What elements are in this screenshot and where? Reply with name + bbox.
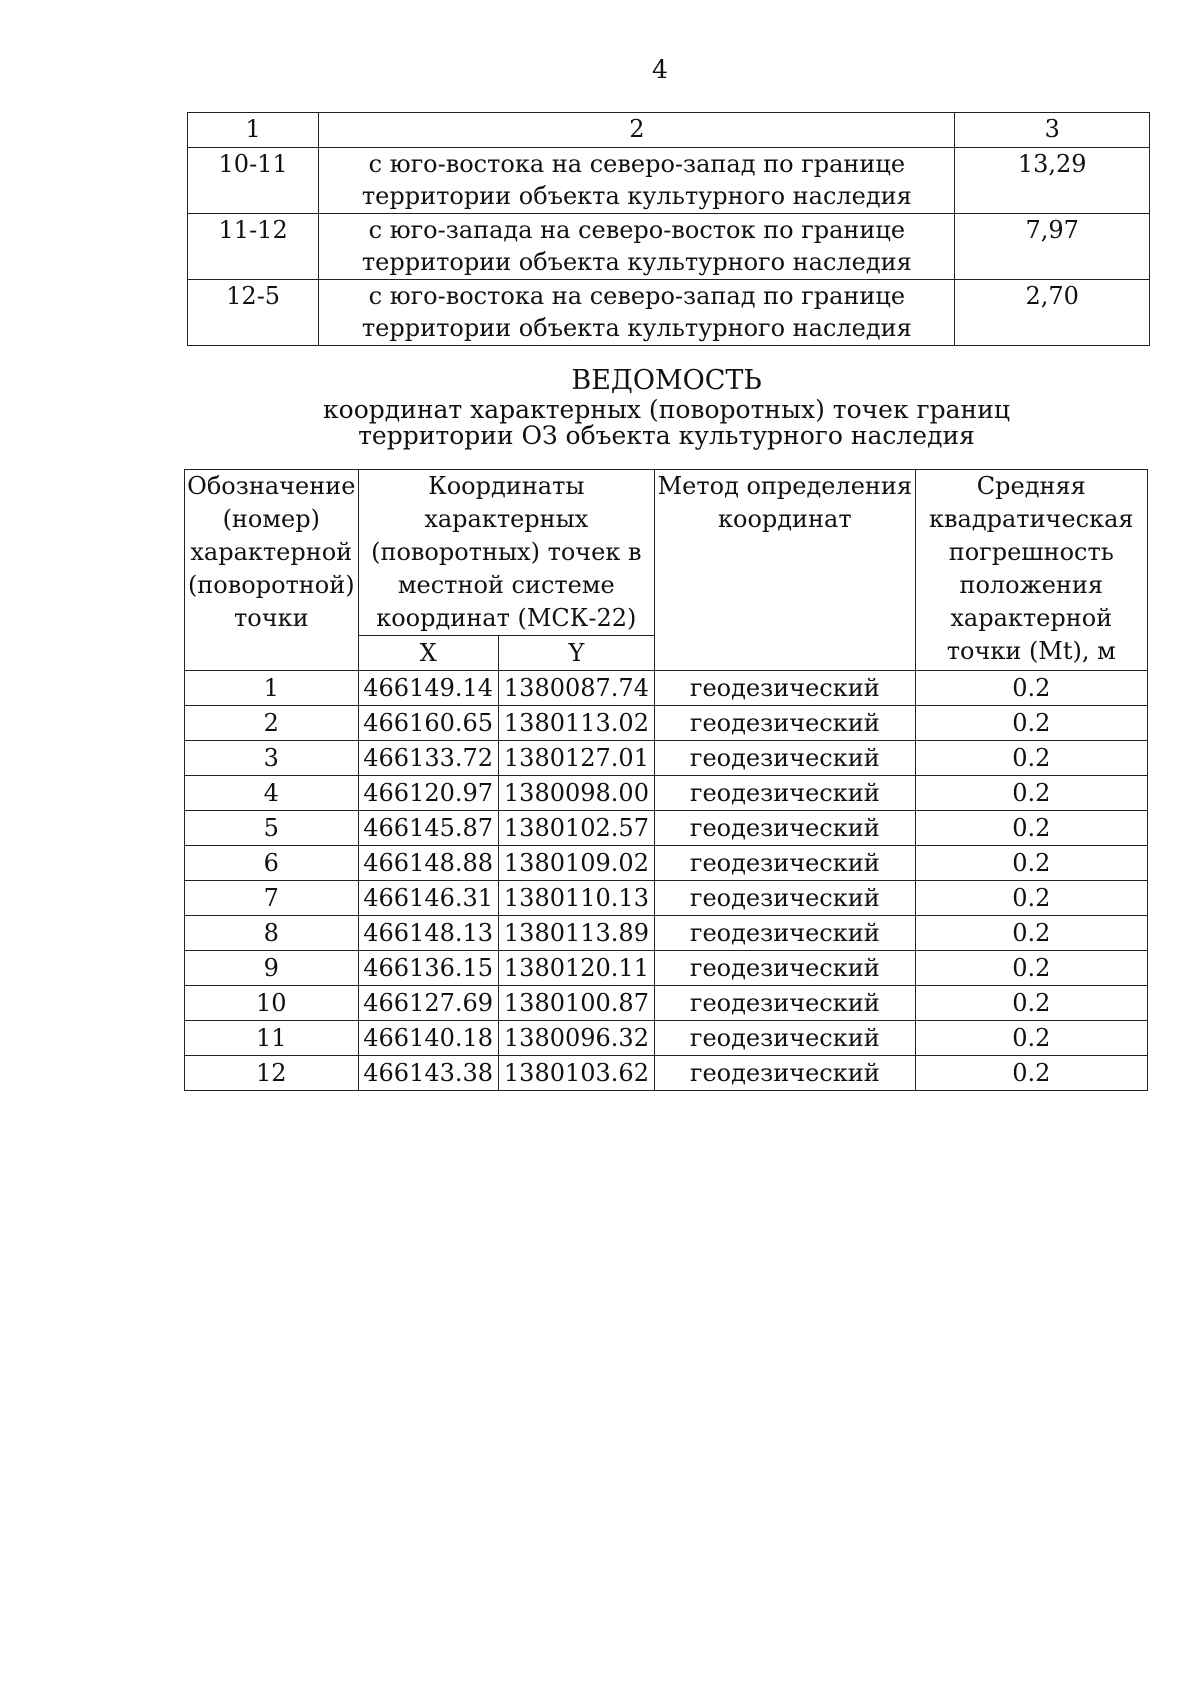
coordinates-row <box>185 741 1148 776</box>
header-line: (поворотных) точек в <box>371 538 642 566</box>
segment-length: 2,70 <box>955 280 1150 346</box>
segment-points: 12-5 <box>188 280 319 346</box>
method-value: геодезический <box>655 811 915 846</box>
statement-subtitle-line: территории ОЗ объекта культурного наследия <box>358 421 975 450</box>
coord-y: 1380103.62 <box>498 1056 654 1091</box>
method-value: геодезический <box>655 776 915 811</box>
point-number: 9 <box>185 951 359 986</box>
segments-table <box>187 112 1150 346</box>
method-value: геодезический <box>655 671 915 706</box>
point-number: 4 <box>185 776 359 811</box>
header-method <box>655 470 915 671</box>
coord-y: 1380100.87 <box>498 986 654 1021</box>
error-value: 0.2 <box>915 706 1147 741</box>
coord-y: 1380102.57 <box>498 811 654 846</box>
method-value: геодезический <box>655 741 915 776</box>
header-y: Y <box>498 636 654 671</box>
segment-description-line: с юго-востока на северо-запад по границе <box>368 150 906 178</box>
header-line: характерных <box>424 505 589 533</box>
coord-y: 1380113.89 <box>498 916 654 951</box>
header-line: координат <box>718 505 852 533</box>
coord-x: 466140.18 <box>358 1021 498 1056</box>
segments-header-cell: 3 <box>955 113 1150 148</box>
coord-x: 466145.87 <box>358 811 498 846</box>
statement-subtitle-line: координат характерных (поворотных) точек границ <box>323 395 1010 424</box>
error-value: 0.2 <box>915 776 1147 811</box>
header-line: Средняя <box>976 472 1086 500</box>
header-line: Координаты <box>428 472 585 500</box>
coordinates-row <box>185 881 1148 916</box>
coord-y: 1380098.00 <box>498 776 654 811</box>
segments-row <box>188 148 1150 214</box>
header-coordinates <box>358 470 655 636</box>
coord-y: 1380120.11 <box>498 951 654 986</box>
error-value: 0.2 <box>915 1021 1147 1056</box>
coordinates-header-row <box>185 470 1148 636</box>
statement-title: ВЕДОМОСТЬ <box>571 365 762 396</box>
coordinates-row <box>185 811 1148 846</box>
coordinates-row <box>185 1056 1148 1091</box>
segment-description-line: территории объекта культурного наследия <box>361 182 912 210</box>
segment-points: 10-11 <box>188 148 319 214</box>
point-number: 2 <box>185 706 359 741</box>
coordinates-table <box>184 469 1148 1091</box>
coordinates-row <box>185 951 1148 986</box>
coord-x: 466120.97 <box>358 776 498 811</box>
segments-row <box>188 280 1150 346</box>
point-number: 10 <box>185 986 359 1021</box>
method-value: геодезический <box>655 881 915 916</box>
coord-y: 1380127.01 <box>498 741 654 776</box>
coordinates-row <box>185 1021 1148 1056</box>
coord-y: 1380110.13 <box>498 881 654 916</box>
point-number: 7 <box>185 881 359 916</box>
segment-description <box>319 280 955 346</box>
point-number: 6 <box>185 846 359 881</box>
segment-description <box>319 214 955 280</box>
method-value: геодезический <box>655 986 915 1021</box>
coord-y: 1380113.02 <box>498 706 654 741</box>
header-line: погрешность <box>948 538 1114 566</box>
header-line: характерной <box>190 538 353 566</box>
coord-x: 466160.65 <box>358 706 498 741</box>
coordinates-row <box>185 776 1148 811</box>
coordinates-row <box>185 706 1148 741</box>
error-value: 0.2 <box>915 916 1147 951</box>
page-number: 4 <box>652 55 668 84</box>
method-value: геодезический <box>655 951 915 986</box>
segments-header-row <box>188 113 1150 148</box>
point-number: 3 <box>185 741 359 776</box>
coord-x: 466148.13 <box>358 916 498 951</box>
header-x: X <box>358 636 498 671</box>
coord-x: 466146.31 <box>358 881 498 916</box>
header-line: Обозначение <box>187 472 356 500</box>
coordinates-row <box>185 846 1148 881</box>
segment-description <box>319 148 955 214</box>
error-value: 0.2 <box>915 846 1147 881</box>
point-number: 12 <box>185 1056 359 1091</box>
segment-description-line: территории объекта культурного наследия <box>361 314 912 342</box>
segments-row <box>188 214 1150 280</box>
coord-x: 466136.15 <box>358 951 498 986</box>
header-line: местной системе <box>397 571 615 599</box>
coordinates-row <box>185 986 1148 1021</box>
point-number: 8 <box>185 916 359 951</box>
header-line: квадратическая <box>929 505 1134 533</box>
coord-y: 1380087.74 <box>498 671 654 706</box>
coord-y: 1380096.32 <box>498 1021 654 1056</box>
header-line: (номер) <box>222 505 320 533</box>
header-designation <box>185 470 359 671</box>
coord-x: 466148.88 <box>358 846 498 881</box>
header-error <box>915 470 1147 671</box>
method-value: геодезический <box>655 1056 915 1091</box>
point-number: 11 <box>185 1021 359 1056</box>
method-value: геодезический <box>655 846 915 881</box>
error-value: 0.2 <box>915 986 1147 1021</box>
segment-length: 13,29 <box>955 148 1150 214</box>
method-value: геодезический <box>655 1021 915 1056</box>
segment-description-line: с юго-востока на северо-запад по границе <box>368 282 906 310</box>
header-line: Метод определения <box>657 472 913 500</box>
error-value: 0.2 <box>915 1056 1147 1091</box>
coord-x: 466149.14 <box>358 671 498 706</box>
coord-x: 466133.72 <box>358 741 498 776</box>
error-value: 0.2 <box>915 741 1147 776</box>
coord-x: 466143.38 <box>358 1056 498 1091</box>
header-line: (поворотной) <box>187 571 355 599</box>
header-line: положения <box>959 571 1104 599</box>
segment-length: 7,97 <box>955 214 1150 280</box>
segment-points: 11-12 <box>188 214 319 280</box>
segments-header-cell: 1 <box>188 113 319 148</box>
header-line: точки (Mt), м <box>946 637 1116 665</box>
header-line: характерной <box>950 604 1113 632</box>
error-value: 0.2 <box>915 811 1147 846</box>
point-number: 1 <box>185 671 359 706</box>
segments-header-cell: 2 <box>319 113 955 148</box>
segment-description-line: с юго-запада на северо-восток по границе <box>368 216 906 244</box>
error-value: 0.2 <box>915 881 1147 916</box>
method-value: геодезический <box>655 706 915 741</box>
coord-y: 1380109.02 <box>498 846 654 881</box>
coordinates-row <box>185 916 1148 951</box>
segment-description-line: территории объекта культурного наследия <box>361 248 912 276</box>
header-line: координат (МСК-22) <box>376 604 637 632</box>
error-value: 0.2 <box>915 951 1147 986</box>
header-line: точки <box>233 604 309 632</box>
method-value: геодезический <box>655 916 915 951</box>
coordinates-row <box>185 671 1148 706</box>
error-value: 0.2 <box>915 671 1147 706</box>
point-number: 5 <box>185 811 359 846</box>
coord-x: 466127.69 <box>358 986 498 1021</box>
